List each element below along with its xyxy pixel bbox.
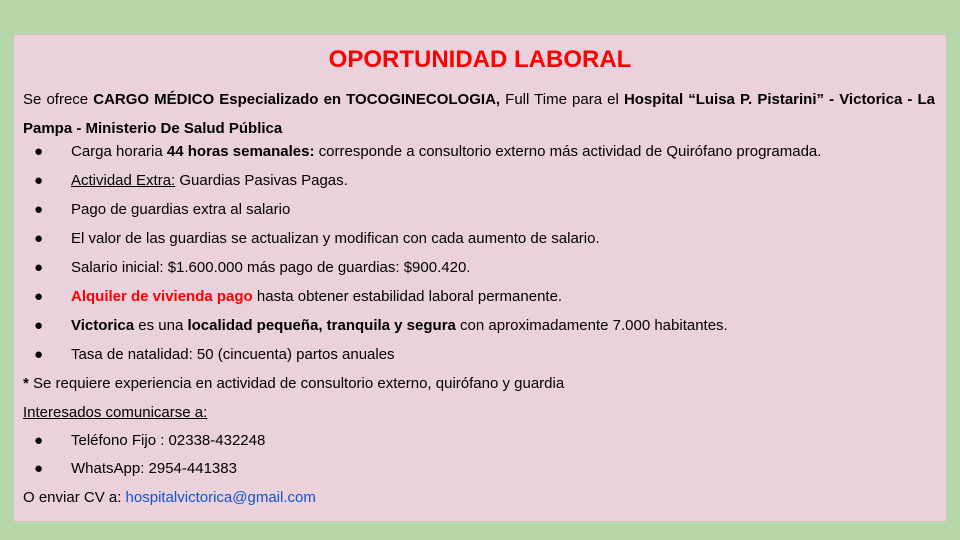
bullet-icon: ● (34, 288, 44, 305)
requirement-note (23, 375, 564, 393)
page-title: OPORTUNIDAD LABORAL (328, 46, 632, 73)
bullet-icon: ● (34, 432, 44, 449)
bullet-icon: ● (34, 460, 44, 477)
bullet-icon: ● (34, 346, 44, 363)
item-text: Tasa de natalidad: 50 (cincuenta) partos anuales (71, 346, 395, 363)
list-item-housing (34, 288, 562, 306)
intro-paragraph (23, 85, 935, 143)
bullet-icon: ● (34, 172, 44, 189)
intro-text-1: Se ofrece (23, 91, 94, 108)
list-item-extra (34, 172, 348, 190)
item-text: con aproximadamente 7.000 habitantes. (455, 317, 728, 334)
cv-line (23, 489, 316, 507)
list-item-guard-value (34, 230, 600, 248)
item-text: Guardias Pasivas Pagas. (175, 172, 348, 189)
item-highlight: Alquiler de vivienda pago (71, 288, 253, 305)
item-text: es una (134, 317, 188, 334)
item-bold: localidad pequeña, tranquila y segura (187, 317, 456, 334)
item-text: corresponde a consultorio externo más actividad de Quirófano programada. (314, 143, 822, 160)
bullet-icon: ● (34, 230, 44, 247)
contact-heading: Interesados comunicarse a: (23, 404, 208, 421)
whatsapp-text: WhatsApp: 2954-441383 (71, 460, 237, 477)
list-item-pay (34, 201, 290, 219)
job-posting-card (13, 34, 947, 522)
item-bold: 44 horas semanales: (166, 143, 315, 160)
bullet-icon: ● (34, 201, 44, 218)
intro-hospital: Hospital “Luisa P. Pistarini” - Victorica - La Pampa - Ministerio De Salud Pública (23, 91, 935, 137)
phone-text: Teléfono Fijo : 02338-432248 (71, 432, 266, 449)
list-item-location (34, 317, 728, 335)
intro-text-2: Full Time para el (500, 91, 624, 108)
item-text: El valor de las guardias se actualizan y modifican con cada aumento de salario. (71, 230, 600, 247)
bullet-icon: ● (34, 317, 44, 334)
requirement-text: Se requiere experiencia en actividad de consultorio externo, quirófano y guardia (28, 375, 565, 392)
contact-whatsapp (34, 460, 237, 478)
item-bold: Victorica (71, 317, 135, 334)
asterisk: * (23, 375, 29, 392)
intro-position: CARGO MÉDICO Especializado en TOCOGINECOLOGIA, (93, 91, 501, 108)
bullet-icon: ● (34, 143, 44, 160)
bullet-icon: ● (34, 259, 44, 276)
item-text: hasta obtener estabilidad laboral permanente. (252, 288, 563, 305)
cv-label: O enviar CV a: (23, 489, 126, 506)
item-underlined: Actividad Extra: (71, 172, 176, 189)
item-text: Pago de guardias extra al salario (71, 201, 291, 218)
item-text: Carga horaria (71, 143, 167, 160)
item-text: Salario inicial: $1.600.000 más pago de guardias: $900.420. (71, 259, 471, 276)
email-link[interactable]: hospitalvictorica@gmail.com (125, 489, 316, 506)
contact-phone (34, 432, 265, 450)
list-item-hours (34, 143, 821, 161)
list-item-birthrate (34, 346, 395, 364)
list-item-salary (34, 259, 470, 277)
